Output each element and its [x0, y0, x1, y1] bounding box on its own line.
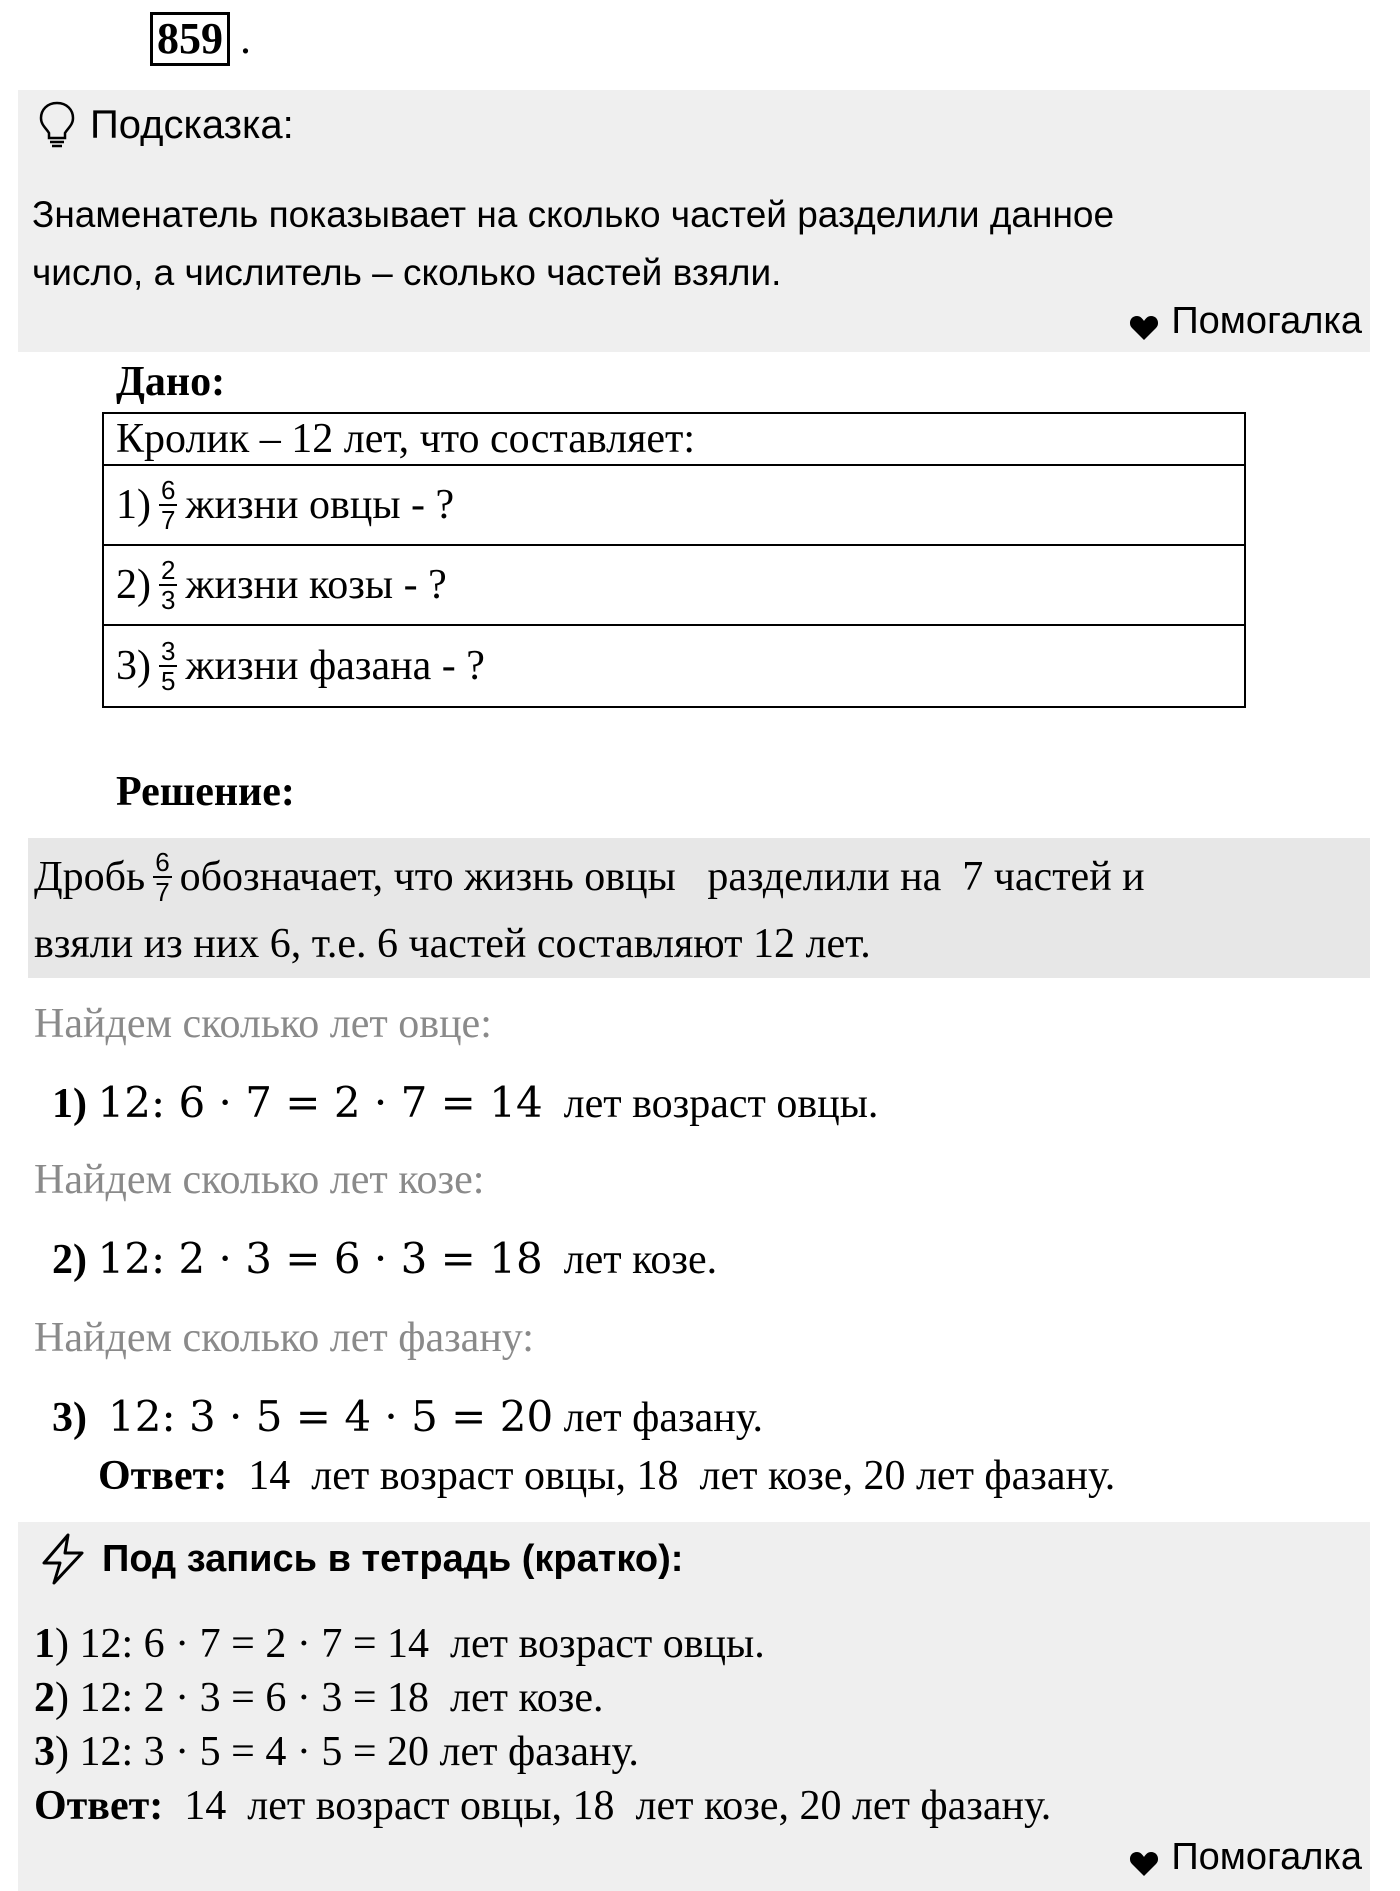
heart-icon: [1129, 1844, 1159, 1872]
fraction: [159, 476, 177, 534]
answer-label: Ответ:: [98, 1453, 228, 1499]
fraction-numerator: 2: [161, 555, 176, 585]
answer-label: Ответ:: [34, 1783, 164, 1829]
step-label: 3): [52, 1395, 87, 1441]
fraction: [159, 637, 177, 695]
note-line-2: [34, 1674, 603, 1722]
fraction-numerator: 6: [161, 475, 176, 505]
brand-link-top[interactable]: [1129, 300, 1362, 343]
notes-title: Под запись в тетрадь (кратко):: [102, 1537, 684, 1580]
hint-text: [32, 186, 1352, 302]
hint-text-line-1: Знаменатель показывает на сколько частей разделили данное: [32, 194, 1115, 235]
note-label: 1: [34, 1621, 55, 1667]
given-row-text: жизни овцы - ?: [185, 482, 455, 528]
solution-title: Решение:: [116, 769, 295, 815]
answer-text: 14 лет возраст овцы, 18 лет козе, 20 лет фазану.: [184, 1783, 1052, 1829]
lightning-icon: [38, 1532, 88, 1586]
fraction-numerator: 6: [155, 847, 170, 877]
step-math: 12: 2 · 3 = 6 · 3 = 18: [97, 1234, 543, 1283]
notes-header: [38, 1532, 683, 1586]
find-goat-prompt: Найдем сколько лет козе:: [34, 1157, 485, 1203]
step-math: 12: 3 · 5 = 4 · 5 = 20: [108, 1392, 554, 1441]
fraction-denominator: 3: [161, 585, 176, 615]
fraction: [153, 848, 171, 906]
heart-icon: [1129, 308, 1159, 336]
brand-label: Помогалка: [1171, 1836, 1362, 1878]
given-header-row: [104, 414, 1244, 466]
note-text: ) 12: 3 · 5 = 4 · 5 = 20 лет фазану.: [55, 1729, 639, 1775]
task-number: 859: [150, 12, 230, 66]
hint-title: Подсказка:: [90, 102, 294, 147]
given-header-text: Кролик – 12 лет, что составляет:: [116, 416, 696, 462]
hint-text-line-2: число, а числитель – сколько частей взяли.: [32, 252, 782, 293]
note-line-1: [34, 1620, 765, 1668]
given-row-goat: [104, 546, 1244, 626]
given-row-label: 1): [116, 482, 151, 528]
find-pheasant-prompt: Найдем сколько лет фазану:: [34, 1315, 534, 1361]
given-row-text: жизни фазана - ?: [185, 643, 485, 689]
step-text: лет козе.: [563, 1237, 718, 1283]
step-label: 1): [52, 1081, 87, 1127]
fraction-denominator: 7: [155, 877, 170, 907]
fraction-denominator: 5: [161, 666, 176, 696]
step-math: 12: 6 · 7 = 2 · 7 = 14: [97, 1078, 543, 1127]
brand-label: Помогалка: [1171, 300, 1362, 342]
given-table: [102, 412, 1246, 708]
task-number-dot: .: [240, 14, 251, 63]
note-text: ) 12: 6 · 7 = 2 · 7 = 14 лет возраст овцы.: [55, 1621, 765, 1667]
step-text: лет фазану.: [563, 1395, 763, 1441]
note-label: 2: [34, 1675, 55, 1721]
explanation-line-2: взяли из них 6, т.е. 6 частей составляют 12 лет.: [34, 921, 871, 967]
note-label: 3: [34, 1729, 55, 1775]
explanation-line-1: [34, 848, 1145, 906]
step-1: [52, 1078, 878, 1128]
given-row-label: 3): [116, 643, 151, 689]
answer-text: 14 лет возраст овцы, 18 лет козе, 20 лет фазану.: [248, 1453, 1116, 1499]
given-title: Дано:: [116, 359, 226, 405]
step-3: [52, 1392, 763, 1442]
given-row-label: 2): [116, 562, 151, 608]
given-row-sheep: [104, 466, 1244, 546]
step-label: 2): [52, 1237, 87, 1283]
explanation-prefix: Дробь: [34, 854, 146, 900]
note-text: ) 12: 2 · 3 = 6 · 3 = 18 лет козе.: [55, 1675, 604, 1721]
answer-line: [98, 1452, 1115, 1500]
lightbulb-icon: [38, 100, 76, 150]
note-answer: [34, 1782, 1051, 1830]
fraction-numerator: 3: [161, 636, 176, 666]
given-row-text: жизни козы - ?: [185, 562, 447, 608]
explanation-rest: обозначает, что жизнь овцы разделили на 7 частей и: [179, 854, 1145, 900]
step-2: [52, 1234, 717, 1284]
note-line-3: [34, 1728, 639, 1776]
find-sheep-prompt: Найдем сколько лет овце:: [34, 1001, 492, 1047]
fraction-denominator: 7: [161, 505, 176, 535]
hint-header: [38, 100, 294, 150]
fraction: [159, 556, 177, 614]
brand-link-bottom[interactable]: [1129, 1836, 1362, 1879]
given-row-pheasant: [104, 626, 1244, 706]
step-text: лет возраст овцы.: [563, 1081, 879, 1127]
